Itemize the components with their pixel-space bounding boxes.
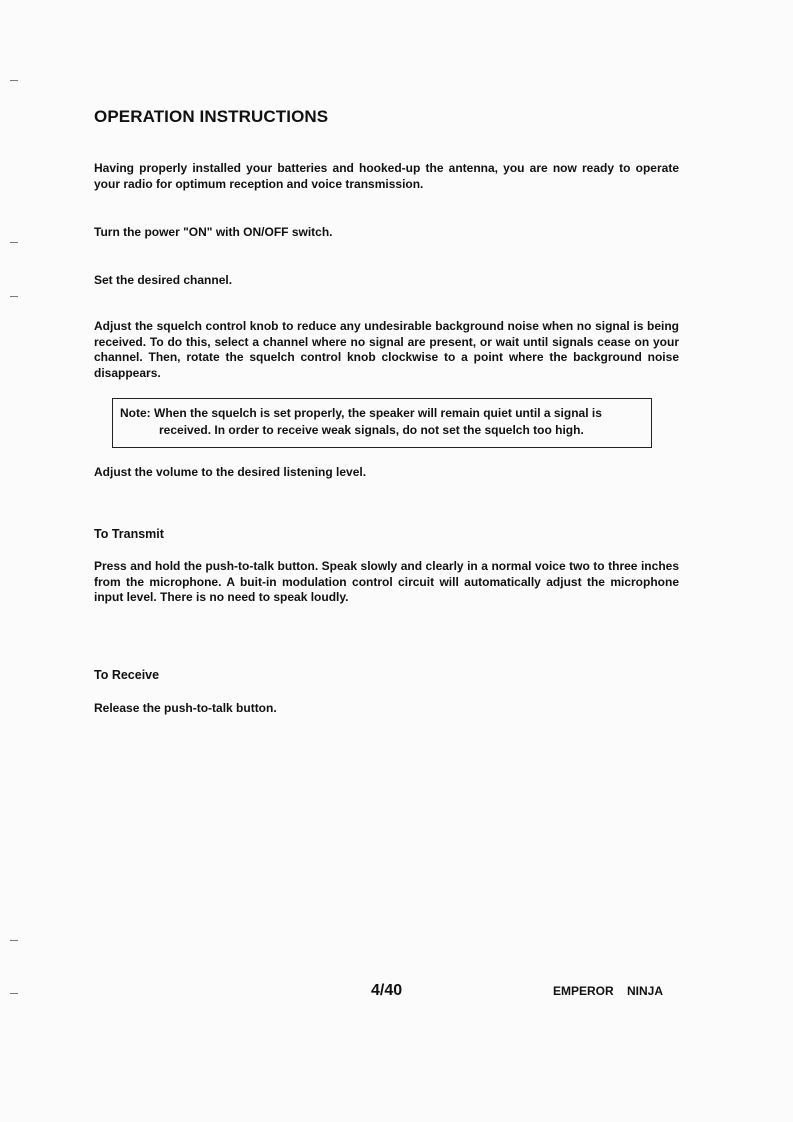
page-number: 4/40 <box>371 982 403 999</box>
page-title: OPERATION INSTRUCTIONS <box>94 107 329 126</box>
note-box <box>112 398 652 448</box>
power-paragraph: Turn the power "ON" with ON/OFF switch. <box>94 225 333 239</box>
note-line-2: received. In order to receive weak signals, do not set the squelch too high. <box>159 423 584 437</box>
receive-heading: To Receive <box>94 668 160 682</box>
margin-mark <box>10 993 18 994</box>
receive-paragraph: Release the push-to-talk button. <box>94 701 277 715</box>
volume-paragraph: Adjust the volume to the desired listening level. <box>94 465 367 479</box>
channel-paragraph: Set the desired channel. <box>94 273 233 287</box>
note-label: Note: <box>120 406 151 420</box>
squelch-paragraph: Adjust the squelch control knob to reduce any undesirable background noise when no signal is being received. To do this, select a channel where no signal are present, or wait until signals cease on your channel. Then, rotate the squelch control knob clockwise to a point where the background noise disappears. <box>94 319 679 380</box>
transmit-paragraph: Press and hold the push-to-talk button. Speak slowly and clearly in a normal voice two to three inches from the microphone. A buit-in modulation control circuit will automatically adjust the microphone input level. There is no need to speak loudly. <box>94 559 679 604</box>
margin-mark <box>10 940 18 941</box>
brand-name: EMPEROR NINJA <box>553 984 664 998</box>
margin-mark <box>10 242 18 243</box>
note-line-1: When the squelch is set properly, the speaker will remain quiet until a signal is <box>150 406 602 420</box>
transmit-heading: To Transmit <box>94 527 164 541</box>
margin-mark <box>10 80 18 81</box>
margin-mark <box>10 296 18 297</box>
intro-paragraph: Having properly installed your batteries and hooked-up the antenna, you are now ready to operate your radio for optimum reception and voice transmission. <box>94 161 679 191</box>
